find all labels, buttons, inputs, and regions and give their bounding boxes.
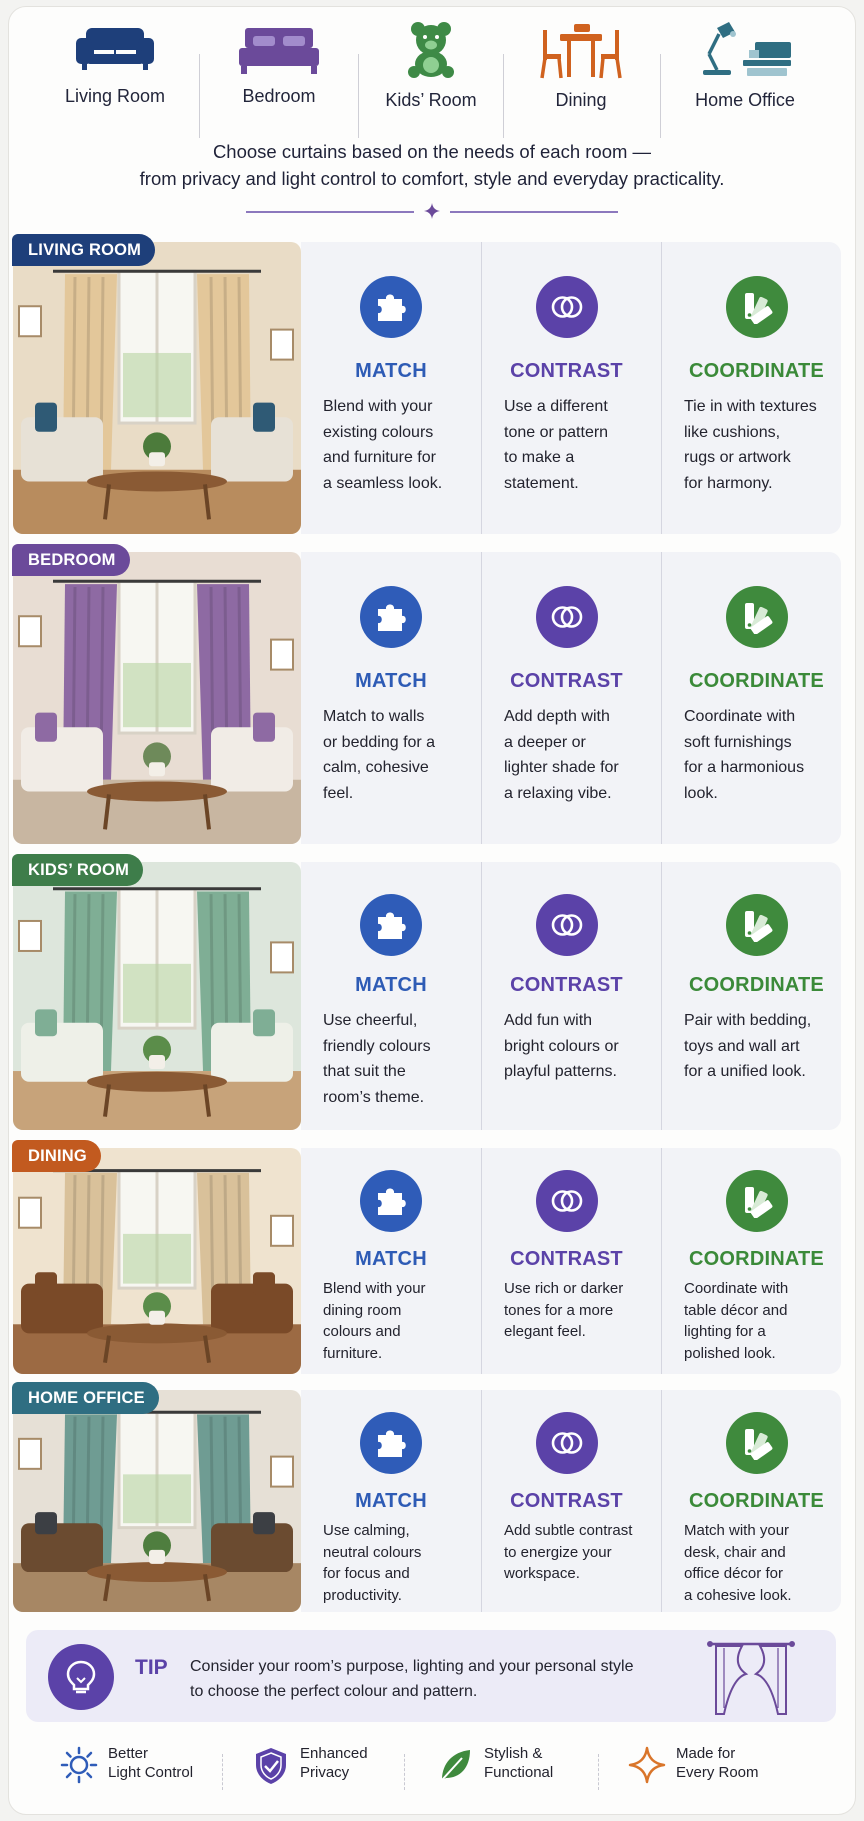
intro-line: from privacy and light control to comfort, style and everyday practicality. [139, 168, 725, 189]
sofa-icon [72, 20, 158, 76]
feature-divider [404, 1754, 405, 1790]
column-title: MATCH [355, 1248, 427, 1270]
curtain-icon [706, 1638, 796, 1718]
nav-label: Kids’ Room [385, 90, 477, 110]
feature-divider [222, 1754, 223, 1790]
sparkle-icon [628, 1746, 666, 1784]
nav-label: Bedroom [242, 86, 316, 106]
swatch-fan-icon [726, 1412, 788, 1474]
overlapping-rings-icon [536, 276, 598, 338]
column-title: COORDINATE [689, 360, 824, 382]
tip-label: TIP [135, 1656, 168, 1679]
room-section [13, 1148, 841, 1374]
description-line: feel. [323, 784, 354, 802]
column-title: COORDINATE [689, 670, 824, 692]
ornament-line [246, 211, 414, 213]
column-match [301, 862, 481, 1130]
feature-line: Better [108, 1745, 149, 1762]
nav-divider [199, 54, 200, 138]
tips-panel [301, 1390, 841, 1612]
feature-line: Privacy [300, 1764, 350, 1781]
intro-text [0, 138, 864, 192]
room-photo [13, 1148, 301, 1374]
description-line: Pair with bedding, [684, 1012, 812, 1029]
nav-label: Home Office [695, 90, 795, 110]
swatch-fan-icon [726, 586, 788, 648]
column-title: COORDINATE [689, 974, 824, 996]
description-line: look. [684, 784, 718, 802]
column-contrast [481, 552, 651, 844]
description-line: for a unified look. [684, 1063, 806, 1080]
room-tag: DINING [12, 1140, 101, 1172]
description-line: Blend with your [323, 398, 433, 415]
column-coordinate [661, 862, 851, 1130]
room-photo [13, 552, 301, 844]
room-photo [13, 1390, 301, 1612]
nav-divider [503, 54, 504, 138]
column-title: CONTRAST [510, 670, 623, 692]
description-line: tone or pattern [504, 423, 609, 441]
column-description [684, 394, 837, 496]
nav-item-kids-room [356, 20, 506, 111]
nav-divider [660, 54, 661, 138]
description-line: productivity. [323, 1586, 402, 1604]
description-line: for a harmonious [684, 759, 805, 776]
tip-text [190, 1654, 634, 1704]
description-line: a deeper or [504, 733, 586, 751]
column-description [323, 1278, 467, 1364]
swatch-fan-icon [726, 894, 788, 956]
column-description [504, 1278, 637, 1343]
column-match [301, 552, 481, 844]
dining-table-icon [538, 20, 624, 80]
tip-line: Consider your room’s purpose, lighting and your personal style [190, 1658, 634, 1675]
feature-strip [0, 1740, 864, 1800]
description-line: Use a different [504, 398, 608, 415]
nav-label: Living Room [64, 86, 166, 106]
description-line: toys and wall art [684, 1037, 800, 1055]
description-line: Use rich or darker [504, 1280, 624, 1297]
column-coordinate [661, 552, 851, 844]
swatch-fan-icon [726, 276, 788, 338]
column-coordinate [661, 242, 851, 534]
description-line: lighter shade for [504, 759, 619, 776]
column-description [504, 394, 637, 496]
feature-line: Stylish & [484, 1745, 543, 1762]
description-line: neutral colours [323, 1543, 422, 1561]
feature-label [300, 1744, 420, 1782]
column-title: MATCH [355, 670, 427, 692]
description-line: Match to walls [323, 708, 425, 725]
nav-item-dining [506, 20, 656, 111]
feature-line: Functional [484, 1764, 554, 1781]
tips-panel [301, 862, 841, 1130]
lightbulb-icon [48, 1644, 114, 1710]
tips-panel [301, 1148, 841, 1374]
column-title: COORDINATE [689, 1248, 824, 1270]
nav-item-living-room [40, 20, 190, 107]
column-description [684, 1008, 837, 1085]
feature-divider [598, 1754, 599, 1790]
ornament-divider [0, 203, 864, 219]
description-line: and furniture for [323, 449, 436, 466]
column-title: MATCH [355, 974, 427, 996]
description-line: soft furnishings [684, 733, 792, 751]
column-title: CONTRAST [510, 1248, 623, 1270]
feature-line: Light Control [108, 1764, 194, 1781]
column-description [504, 1520, 637, 1585]
column-coordinate [661, 1148, 851, 1374]
description-line: workspace. [504, 1565, 580, 1582]
description-line: office décor for [684, 1565, 783, 1582]
nav-label: Dining [555, 90, 607, 110]
column-description [323, 704, 467, 806]
description-line: Coordinate with [684, 708, 796, 725]
overlapping-rings-icon [536, 1412, 598, 1474]
description-line: elegant feel. [504, 1323, 586, 1340]
column-contrast [481, 242, 651, 534]
description-line: polished look. [684, 1344, 776, 1362]
feature-line: Enhanced [300, 1745, 368, 1762]
description-line: Add fun with [504, 1012, 593, 1029]
description-line: Add subtle contrast [504, 1522, 633, 1539]
tip-box [26, 1630, 836, 1722]
description-line: to make a [504, 449, 575, 466]
column-match [301, 242, 481, 534]
puzzle-piece-icon [360, 586, 422, 648]
sun-icon [60, 1746, 98, 1784]
description-line: Add depth with [504, 708, 610, 725]
column-title: CONTRAST [510, 974, 623, 996]
column-description [504, 1008, 637, 1085]
column-description [684, 1520, 837, 1606]
description-line: a cohesive look. [684, 1586, 792, 1604]
column-description [323, 394, 467, 496]
description-line: furniture. [323, 1344, 383, 1362]
description-line: calm, cohesive [323, 759, 429, 776]
description-line: statement. [504, 474, 579, 492]
description-line: Coordinate with [684, 1280, 789, 1297]
column-description [323, 1520, 467, 1606]
room-photo [13, 242, 301, 534]
ornament-line [450, 211, 618, 213]
feature-line: Made for [676, 1745, 736, 1762]
description-line: Blend with your [323, 1280, 426, 1297]
nav-item-bedroom [204, 20, 354, 107]
sparkle-icon [424, 203, 440, 219]
description-line: lighting for a [684, 1323, 766, 1340]
column-contrast [481, 862, 651, 1130]
feature-label [484, 1744, 604, 1782]
description-line: tones for a more [504, 1301, 614, 1319]
column-contrast [481, 1148, 651, 1374]
column-title: COORDINATE [689, 1490, 824, 1512]
description-line: playful patterns. [504, 1063, 617, 1080]
description-line: desk, chair and [684, 1543, 786, 1561]
nav-item-home-office [670, 20, 820, 111]
overlapping-rings-icon [536, 586, 598, 648]
room-tag: HOME OFFICE [12, 1382, 159, 1414]
description-line: dining room [323, 1301, 402, 1319]
column-match [301, 1148, 481, 1374]
puzzle-piece-icon [360, 1412, 422, 1474]
feature-label [108, 1744, 228, 1782]
description-line: Tie in with textures [684, 398, 817, 415]
description-line: colours and [323, 1323, 401, 1340]
description-line: rugs or artwork [684, 449, 791, 466]
room-tag: LIVING ROOM [12, 234, 155, 266]
overlapping-rings-icon [536, 1170, 598, 1232]
column-title: MATCH [355, 1490, 427, 1512]
teddy-bear-icon [401, 20, 461, 80]
description-line: or bedding for a [323, 733, 436, 751]
column-title: CONTRAST [510, 360, 623, 382]
description-line: Use cheerful, [323, 1012, 418, 1029]
tips-panel [301, 552, 841, 844]
column-contrast [481, 1390, 651, 1612]
description-line: room’s theme. [323, 1088, 425, 1106]
description-line: friendly colours [323, 1037, 431, 1055]
description-line: Use calming, [323, 1522, 410, 1539]
description-line: that suit the [323, 1063, 406, 1080]
description-line: a seamless look. [323, 474, 443, 492]
overlapping-rings-icon [536, 894, 598, 956]
room-tag: BEDROOM [12, 544, 130, 576]
room-section [13, 1390, 841, 1612]
description-line: to energize your [504, 1543, 612, 1561]
column-coordinate [661, 1390, 851, 1612]
column-description [684, 704, 837, 806]
column-description [684, 1278, 837, 1364]
column-description [323, 1008, 467, 1110]
description-line: bright colours or [504, 1037, 619, 1055]
intro-line: Choose curtains based on the needs of each room — [212, 141, 652, 162]
desk-lamp-icon [695, 20, 795, 80]
puzzle-piece-icon [360, 894, 422, 956]
room-section [13, 862, 841, 1130]
room-tag: KIDS’ ROOM [12, 854, 143, 886]
column-title: CONTRAST [510, 1490, 623, 1512]
description-line: table décor and [684, 1301, 788, 1319]
column-match [301, 1390, 481, 1612]
room-section [13, 552, 841, 844]
column-description [504, 704, 637, 806]
description-line: Match with your [684, 1522, 790, 1539]
column-title: MATCH [355, 360, 427, 382]
puzzle-piece-icon [360, 1170, 422, 1232]
bed-icon [235, 20, 323, 76]
description-line: for harmony. [684, 474, 773, 492]
tips-panel [301, 242, 841, 534]
room-photo [13, 862, 301, 1130]
puzzle-piece-icon [360, 276, 422, 338]
leaf-icon [436, 1746, 474, 1784]
description-line: for focus and [323, 1565, 410, 1582]
description-line: existing colours [323, 423, 434, 441]
feature-line: Every Room [676, 1764, 759, 1781]
feature-label [676, 1744, 796, 1782]
room-section [13, 242, 841, 534]
tip-line: to choose the perfect colour and pattern. [190, 1683, 478, 1700]
description-line: a relaxing vibe. [504, 784, 612, 802]
description-line: like cushions, [684, 423, 781, 441]
swatch-fan-icon [726, 1170, 788, 1232]
room-type-nav [0, 20, 864, 130]
shield-check-icon [252, 1746, 290, 1786]
